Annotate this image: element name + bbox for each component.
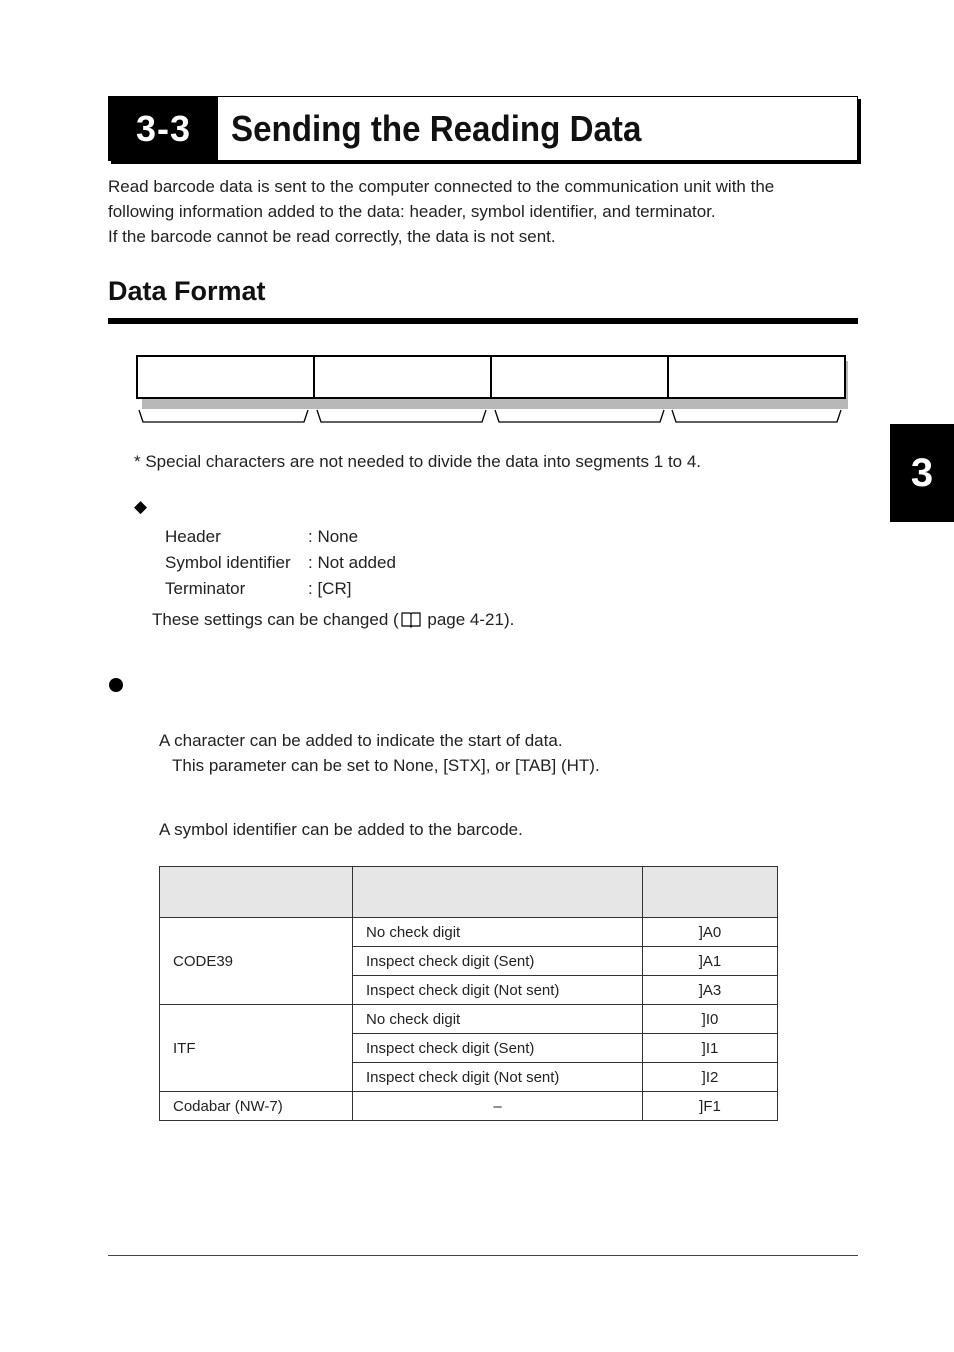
- table-row: [160, 1005, 778, 1034]
- table-header-cell: [160, 867, 353, 918]
- section-header: [108, 96, 858, 161]
- brace-1: [139, 410, 308, 422]
- segment-note: * Special characters are not needed to divide the data into segments 1 to 4.: [134, 452, 702, 471]
- table-header-cell: [353, 867, 643, 918]
- symbol-cell: CODE39: [160, 918, 353, 1005]
- symbol-identifier-table: [159, 866, 778, 1121]
- brace-3: [495, 410, 664, 422]
- segment-box-1: [136, 355, 315, 399]
- header-desc-line-1: A character can be added to indicate the start of data.: [159, 731, 563, 750]
- default-settings: [165, 524, 396, 602]
- intro-paragraph: [108, 174, 774, 249]
- circle-bullet-icon: [109, 678, 123, 692]
- settings-change-note: These settings can be changed ( page 4-21).: [152, 607, 514, 635]
- table-header-row: [160, 867, 778, 918]
- identifier-cell: ]I1: [643, 1034, 778, 1063]
- section-number: 3-3: [109, 97, 218, 160]
- diamond-bullet-icon: ◆: [134, 497, 148, 516]
- footer-rule: [108, 1255, 858, 1256]
- table-row: [160, 918, 778, 947]
- setting-row-header: Header : None: [165, 527, 359, 546]
- segment-box-4: [667, 355, 846, 399]
- book-reference-icon: [401, 610, 421, 635]
- setting-row-symbol-identifier: Symbol identifier : Not added: [165, 553, 396, 572]
- section-title: Sending the Reading Data: [231, 108, 642, 149]
- segment-box-3: [490, 355, 669, 399]
- brace-4: [672, 410, 841, 422]
- intro-line-1: Read barcode data is sent to the computer connected to the communication unit with the: [108, 177, 775, 196]
- header-desc-line-2: This parameter can be set to None, [STX], or [TAB] (HT).: [172, 756, 600, 775]
- segment-braces: [136, 406, 848, 426]
- intro-line-3: If the barcode cannot be read correctly, the data is not sent.: [108, 227, 556, 246]
- check-digit-cell: No check digit: [353, 1005, 643, 1034]
- symbol-description: A symbol identifier can be added to the barcode.: [159, 820, 523, 839]
- identifier-cell: ]I0: [643, 1005, 778, 1034]
- table-row: [160, 1092, 778, 1121]
- check-digit-cell: No check digit: [353, 918, 643, 947]
- identifier-cell: ]A3: [643, 976, 778, 1005]
- brace-2: [317, 410, 486, 422]
- chapter-tab: 3: [890, 424, 954, 522]
- check-digit-cell: Inspect check digit (Sent): [353, 947, 643, 976]
- check-digit-cell: Inspect check digit (Not sent): [353, 976, 643, 1005]
- identifier-cell: ]A0: [643, 918, 778, 947]
- heading-rule: [108, 318, 858, 324]
- identifier-cell: ]A1: [643, 947, 778, 976]
- check-digit-cell: Inspect check digit (Not sent): [353, 1063, 643, 1092]
- check-digit-cell: –: [353, 1092, 643, 1121]
- identifier-cell: ]F1: [643, 1092, 778, 1121]
- table-header-cell: [643, 867, 778, 918]
- symbol-cell: Codabar (NW-7): [160, 1092, 353, 1121]
- segment-box-2: [313, 355, 492, 399]
- segment-diagram: [136, 355, 846, 403]
- symbol-cell: ITF: [160, 1005, 353, 1092]
- data-format-heading: Data Format: [108, 276, 266, 306]
- check-digit-cell: Inspect check digit (Sent): [353, 1034, 643, 1063]
- intro-line-2: following information added to the data: header, symbol identifier, and terminator.: [108, 202, 716, 221]
- setting-row-terminator: Terminator : [CR]: [165, 579, 352, 598]
- identifier-cell: ]I2: [643, 1063, 778, 1092]
- header-description: [159, 728, 600, 778]
